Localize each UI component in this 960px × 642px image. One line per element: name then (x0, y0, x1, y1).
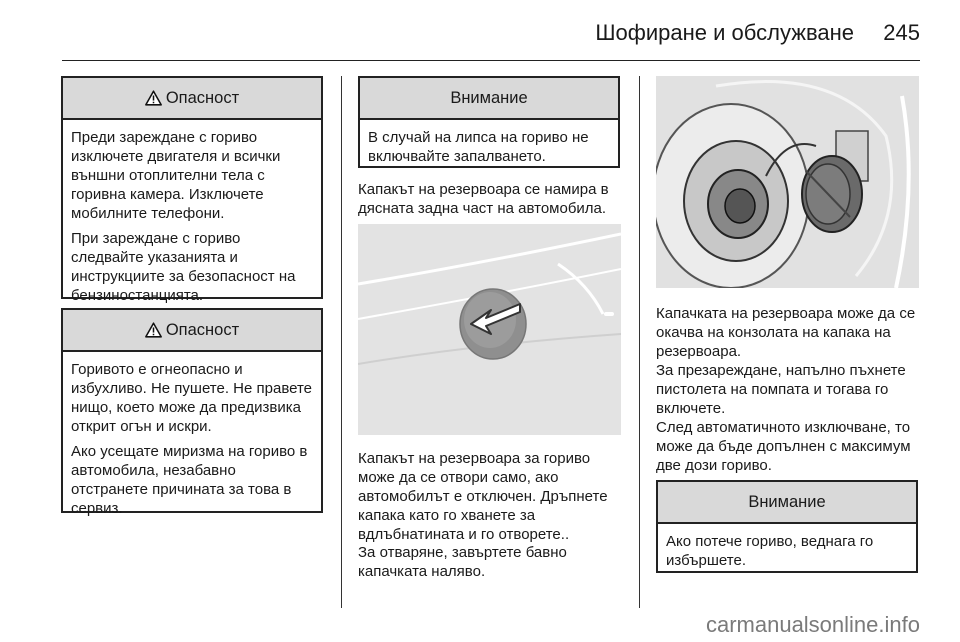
danger-box-2 (61, 308, 323, 517)
danger-paragraph: Ако усещате миризма на гориво в автомобила, незабавно отстранете причината за това в сервиз. (71, 443, 308, 517)
column-divider (341, 76, 342, 608)
danger-paragraph: Преди зареждане с гориво изключете двигателя и всички външни отоплителни тела с горивна камера. Изключете мобилните телефони. (71, 129, 281, 222)
warning-triangle-icon (145, 322, 162, 338)
body-paragraph: За отваряне, завъртете бавно капачката наляво. (358, 544, 567, 580)
page-number: 245 (883, 20, 920, 45)
fuel-flap-figure (358, 224, 621, 435)
notice-box-title: Внимание (748, 492, 826, 511)
body-paragraph: Капачката на резервоара може да се окачва на конзолата на капака на резервоара. (656, 305, 916, 360)
header-rule (62, 60, 920, 61)
danger-box-body (63, 120, 321, 317)
watermark: carmanualsonline.info (705, 612, 920, 637)
body-paragraph: След автоматичното изключване, то може да бъде допълнен с максимум две дози гориво. (656, 419, 911, 474)
danger-box-title: Опасност (165, 88, 240, 107)
location-text: Капакът на резервоара се намира в дясната задна част на автомобила. (358, 181, 609, 217)
notice-box-header (360, 78, 618, 120)
body-paragraph: Капакът на резервоара за гориво може да се отвори само, ако автомобилът е отключен. Дръпнете капака като го хванете за вдлъбнатината и го отворете.. (358, 450, 608, 543)
danger-box-1 (61, 76, 323, 304)
notice-box-header (658, 482, 916, 524)
fuel-cap-figure (656, 76, 919, 288)
fuel-cap-illustration (656, 76, 919, 288)
notice-box-1 (358, 76, 620, 168)
body-paragraph: За презареждане, напълно пъхнете пистолета на помпата и тогава го включете. (656, 362, 906, 417)
warning-triangle-icon (145, 90, 162, 106)
danger-paragraph: При зареждане с гориво следвайте указанията и инструкциите за безопасност на бензиностанцията. (71, 230, 296, 304)
page-header (0, 0, 960, 62)
notice-box-2 (656, 480, 918, 573)
section-title: Шофиране и обслужване (595, 20, 854, 45)
notice-box-body (360, 120, 618, 178)
danger-box-header (63, 78, 321, 120)
danger-box-body (63, 352, 321, 530)
danger-box-title: Опасност (165, 320, 240, 339)
notice-paragraph: Ако потече гориво, веднага го избършете. (666, 533, 874, 569)
column-divider (639, 76, 640, 608)
danger-box-header (63, 310, 321, 352)
notice-box-title: Внимание (450, 88, 528, 107)
danger-paragraph: Горивото е огнеопасно и избухливо. Не пушете. Не правете нищо, което може да предизвика открит огън и искри. (71, 361, 313, 435)
notice-box-body (658, 524, 916, 582)
notice-paragraph: В случай на липса на гориво не включвайте запалването. (368, 129, 589, 165)
fuel-flap-arrow-illustration (358, 224, 621, 435)
